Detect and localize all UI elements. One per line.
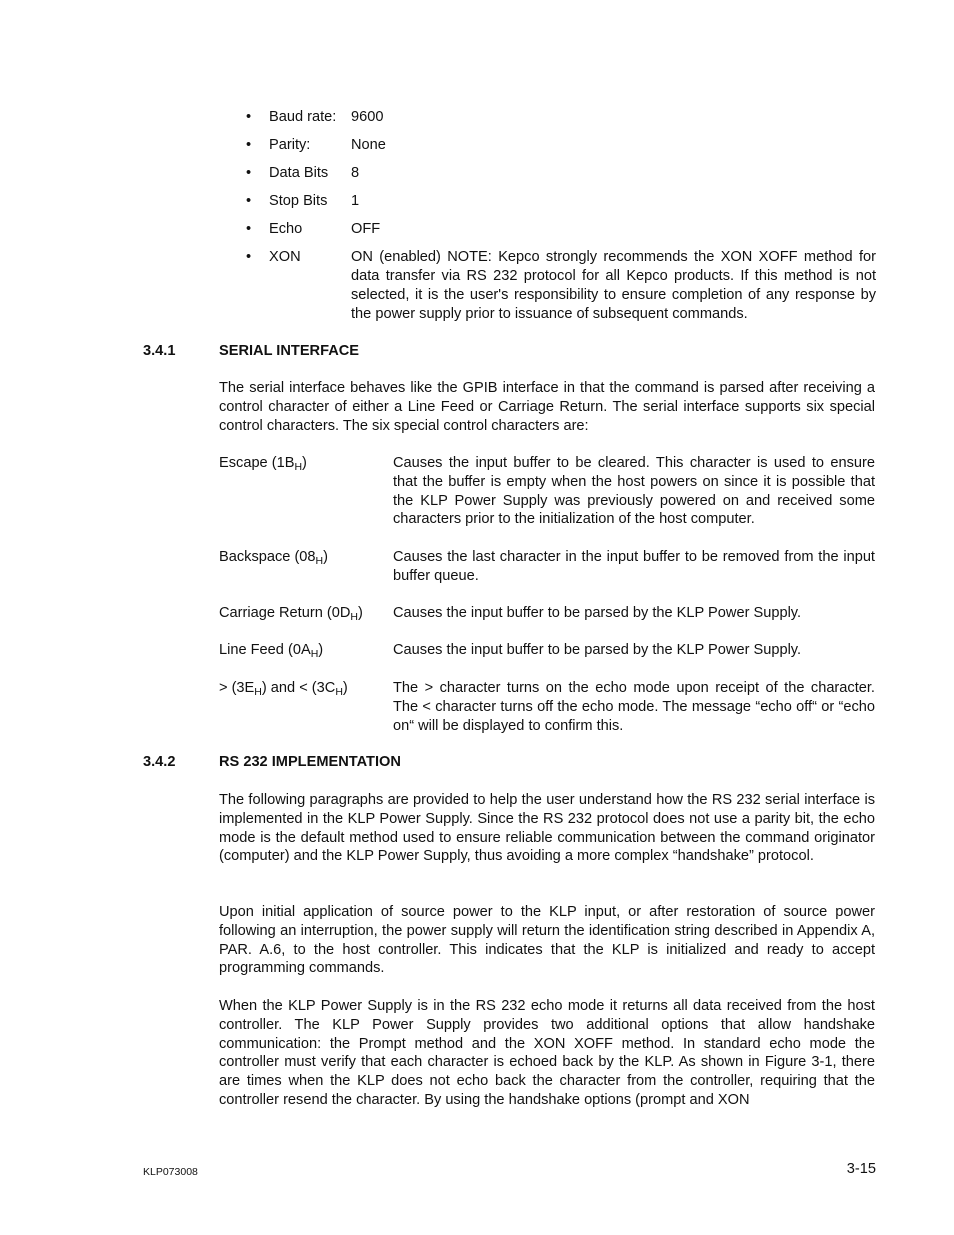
setting-value: OFF (351, 221, 381, 237)
control-char-term: Escape $(1B_H)$ (219, 455, 307, 473)
setting-label: Baud rate: (269, 109, 337, 125)
bullet-dot: • (246, 165, 252, 181)
control-char-description: Causes the input buffer to be cleared. This character is used to ensure that the buffer is empty when the host powers on since it is possible that the KLP Power Supply was previously powered on and received some characters prior to the initialization of the host computer. (393, 455, 875, 528)
bullet-dot: • (246, 221, 252, 237)
list-item (246, 108, 876, 127)
setting-value: 8 (351, 165, 360, 181)
section-number: 3.4.2 (143, 754, 176, 770)
control-char-term: Carriage Return $(0D_H)$ (219, 605, 363, 623)
section-heading-serial-interface (143, 342, 359, 361)
setting-label: Data Bits (269, 165, 329, 181)
rs232-paragraph-3: When the KLP Power Supply is in the RS 232 echo mode it returns all data received from the host controller. The KLP Power Supply provides two additional options that allow handshake communication: the Prompt method and the XON XOFF method. In standard echo mode the controller must verify that each character is echoed back by the KLP. As shown in Figure 3-1, there are times when the KLP does not echo back the character from the controller, requiring that the controller resend the character. By using the handshake options (prompt and XON (219, 998, 875, 1108)
section-number: 3.4.1 (143, 343, 176, 359)
setting-value: None (351, 137, 386, 153)
control-char-term: Backspace $(08_H)$ (219, 549, 329, 567)
rs232-paragraph-2: Upon initial application of source power to the KLP input, or after restoration of source power following an interruption, the power supply will return the identification string described in Appendix A, PAR. A.6, to the host controller. This indicates that the KLP is initialized and ready to accept programming commands. (219, 904, 875, 977)
control-char-backspace (219, 548, 875, 586)
bullet-dot: • (246, 137, 252, 153)
bullet-dot: • (246, 109, 252, 125)
list-item (246, 248, 876, 324)
control-char-term: > $(3E_H)$ and < $(3C_H)$ (219, 680, 348, 698)
control-char-term: Line Feed $(0A_H)$ (219, 642, 324, 660)
section-title: RS 232 IMPLEMENTATION (219, 754, 401, 770)
setting-label: Echo (269, 221, 303, 237)
control-char-description: Causes the input buffer to be parsed by the KLP Power Supply. (393, 642, 802, 658)
footer-document-id: KLP073008 (143, 1166, 198, 1178)
bullet-dot: • (246, 249, 252, 265)
control-char-line-feed (219, 641, 875, 660)
setting-value: ON (enabled) NOTE: Kepco strongly recommends the XON XOFF method for data transfer via RS 232 protocol for all Kepco products. If this method is not selected, it is the user's responsibility to ensure completion of any response by the power supply prior to issuance of subsequent commands. (351, 249, 876, 322)
control-char-description: The > character turns on the echo mode upon receipt of the character. The < character turns off the echo mode. The message “echo off“ or “echo on“ will be displayed to confirm this. (393, 680, 875, 734)
control-char-description: Causes the input buffer to be parsed by the KLP Power Supply. (393, 605, 802, 621)
control-char-echo-toggle (219, 679, 875, 735)
setting-value: 1 (351, 193, 360, 209)
settings-list (246, 108, 876, 333)
section-title: SERIAL INTERFACE (219, 343, 360, 359)
list-item (246, 136, 876, 155)
footer-page-number: 3-15 (846, 1161, 876, 1177)
bullet-dot: • (246, 193, 252, 209)
control-char-description: Causes the last character in the input buffer to be removed from the input buffer queue. (393, 549, 875, 584)
serial-intro-paragraph: The serial interface behaves like the GPIB interface in that the command is parsed after receiving a control character of either a Line Feed or Carriage Return. The serial interface supports six special control characters. The six special control characters are: (219, 380, 875, 434)
setting-value: 9600 (351, 109, 384, 125)
section-heading-rs232-implementation (143, 753, 401, 772)
setting-label: Parity: (269, 137, 311, 153)
setting-label: Stop Bits (269, 193, 328, 209)
setting-label: XON (269, 249, 301, 265)
rs232-paragraph-1: The following paragraphs are provided to help the user understand how the RS 232 serial interface is implemented in the KLP Power Supply. Since the RS 232 protocol does not use a parity bit, the echo mode is the default method used to ensure reliable communication between the command originator (computer) and the KLP Power Supply, thus avoiding a more complex “handshake” protocol. (219, 792, 875, 865)
control-char-escape (219, 454, 875, 529)
list-item (246, 164, 876, 183)
list-item (246, 192, 876, 211)
control-char-carriage-return (219, 604, 875, 623)
list-item (246, 220, 876, 239)
